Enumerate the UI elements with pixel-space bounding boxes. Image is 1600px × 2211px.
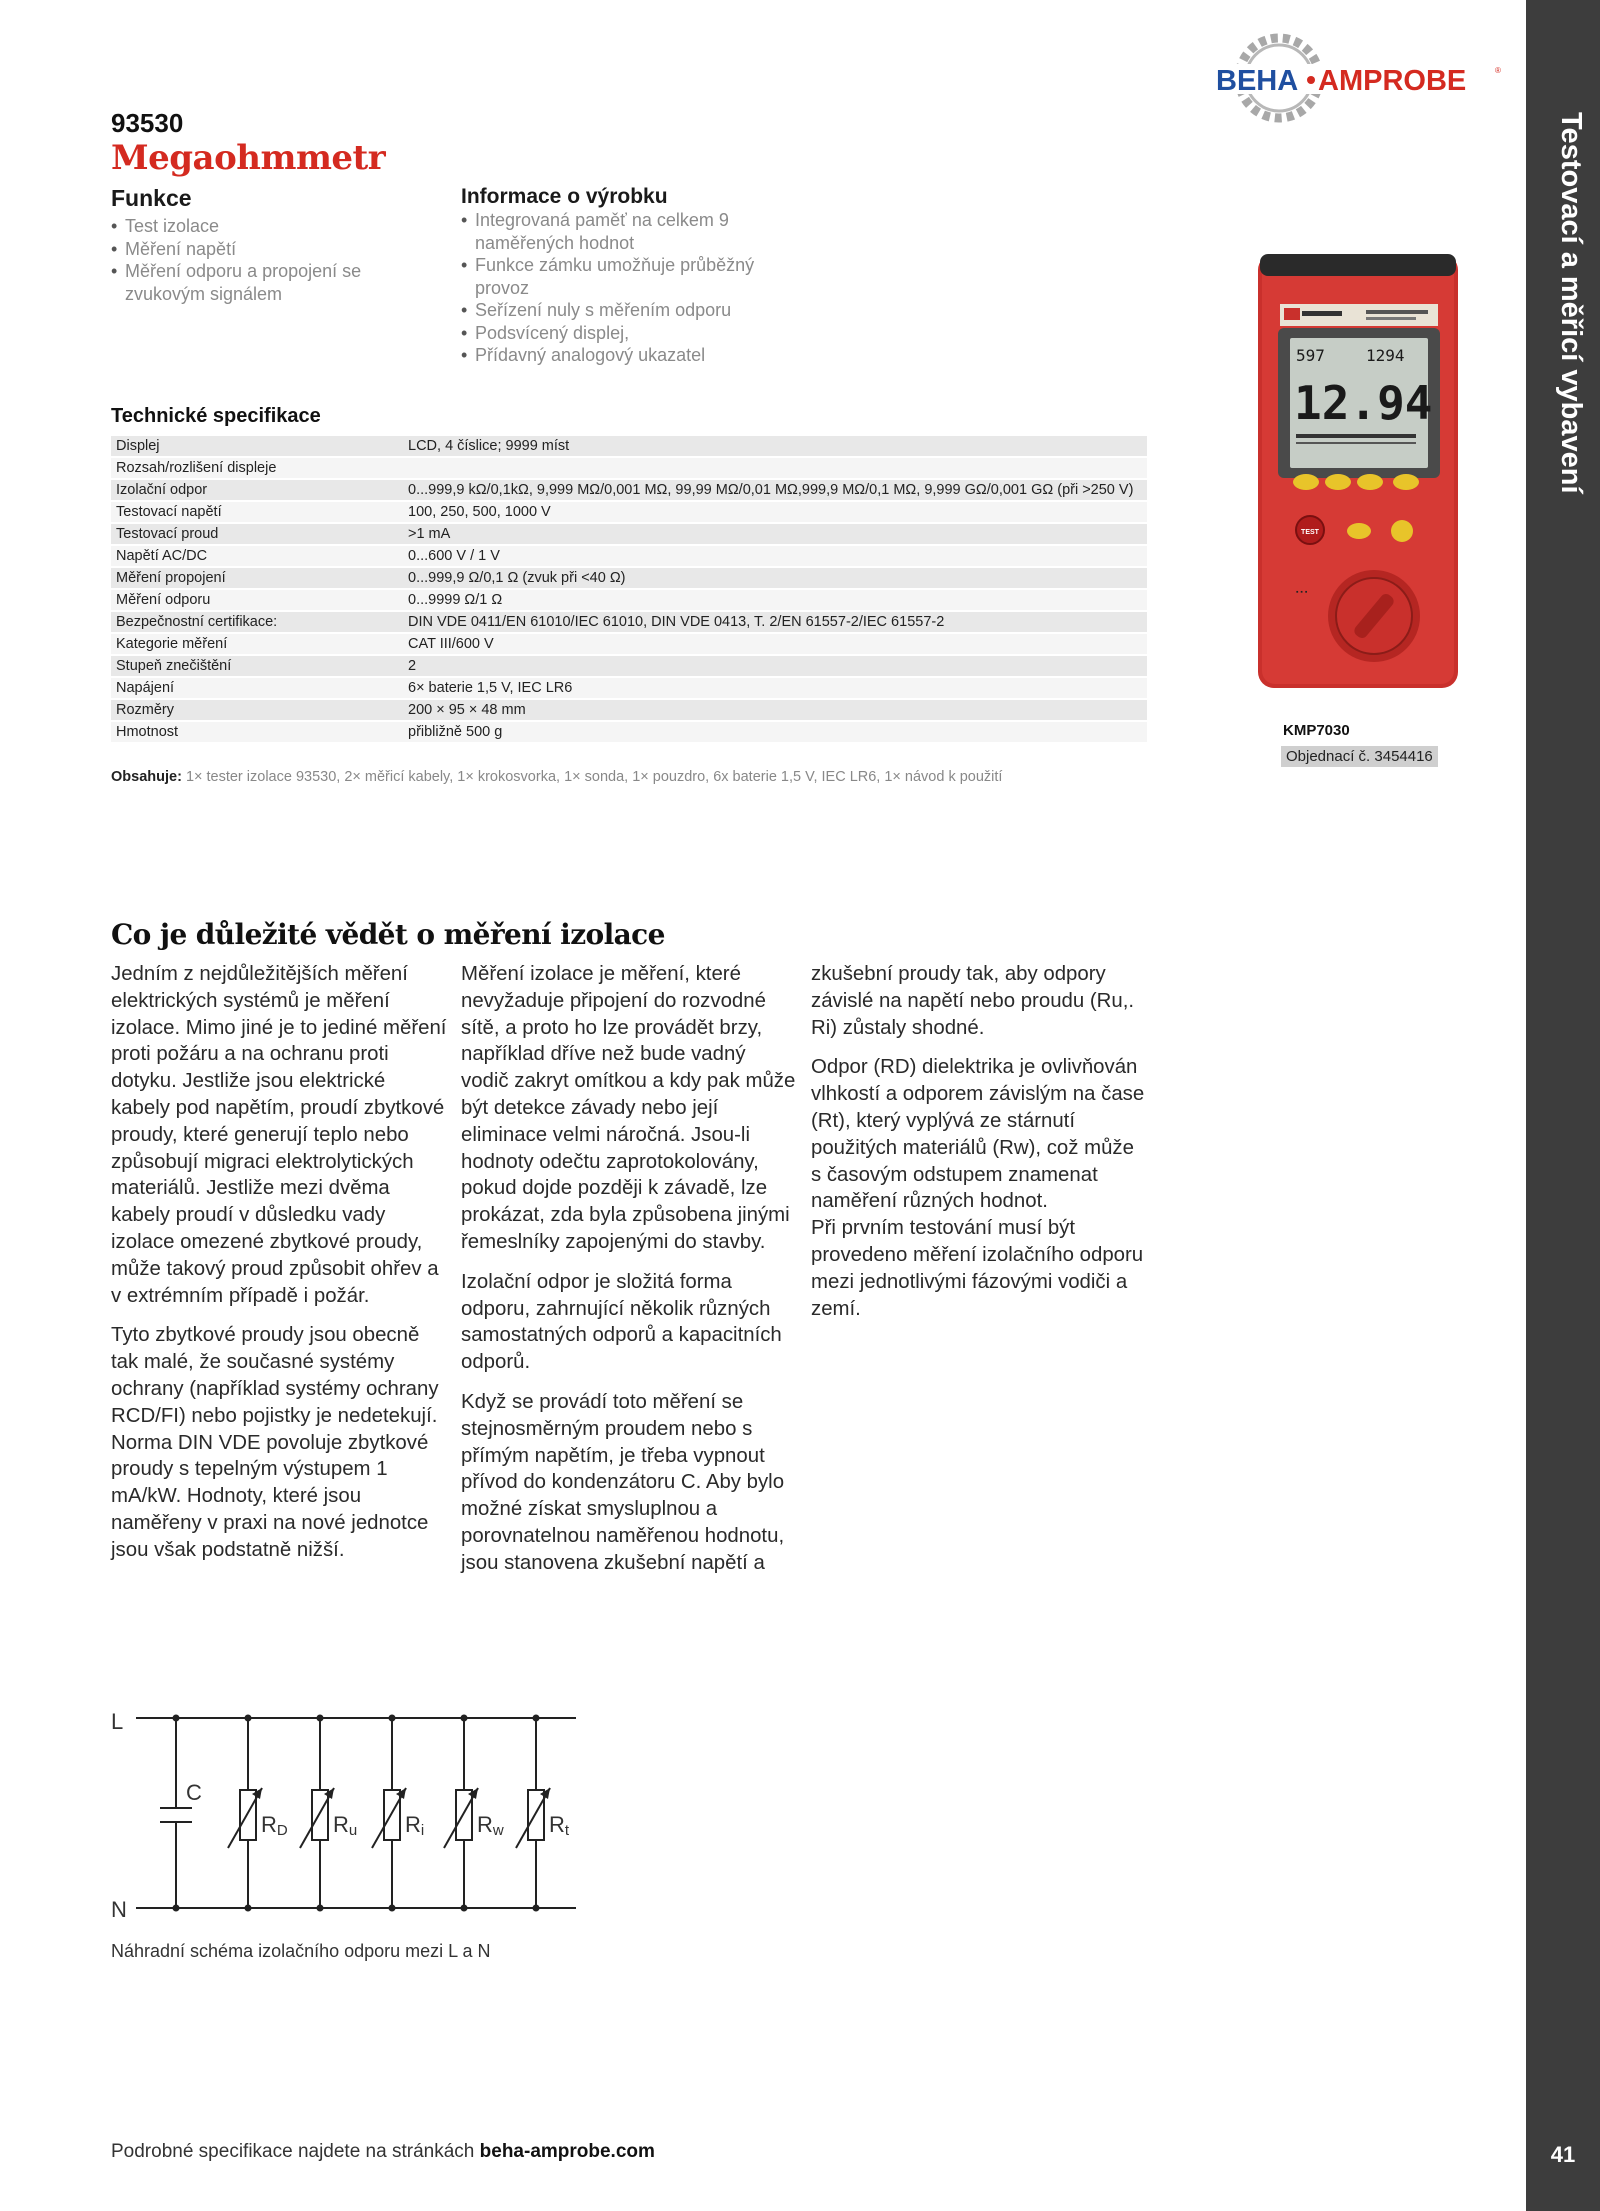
spec-value: CAT III/600 V: [403, 634, 1147, 654]
spec-label: Měření propojení: [111, 568, 403, 588]
spec-label: Stupeň znečištění: [111, 656, 403, 676]
package-contents: [111, 769, 1002, 785]
paragraph: zkušební proudy tak, aby odpory závislé na napětí nebo proudu (Ru,. Ri) zůstaly shodné.: [811, 963, 1135, 1039]
article-column-1: [111, 961, 447, 1577]
beha-amprobe-logo: [1214, 28, 1504, 128]
paragraph: Když se provádí toto měření se stejnosměrným proudem nebo s přímým napětím, je třeba vypnout přívod do kondenzátoru C. Aby bylo možné získat smysluplnou a porovnatelnou naměřenou hodnotu, jsou stanovena zkušební napětí a: [461, 1390, 785, 1574]
model-code: KMP7030: [1283, 722, 1350, 739]
spec-value: 200 × 95 × 48 mm: [403, 700, 1147, 720]
paragraph: Měření izolace je měření, které nevyžaduje připojení do rozvodné sítě, a proto ho lze provádět brzy, například dříve než bude vadný vodič zakryt omítkou a kdy pak může být detekce závady nebo její eliminace velmi náročná. Jsou-li hodnoty odečtu zaprotokolovány, pokud dojde později k závadě, lze prokázat, zda byla způsobena jinými řemeslníky zapojenými do stavby.: [461, 963, 796, 1253]
spec-value: 0...999,9 kΩ/0,1kΩ, 9,999 MΩ/0,001 MΩ, 99,99 MΩ/0,01 MΩ,999,9 MΩ/0,1 MΩ, 9,999 GΩ/0,001 GΩ (při >250 V): [403, 480, 1147, 500]
specs-title: Technické specifikace: [111, 405, 321, 427]
logo-text-right: AMPROBE: [1318, 65, 1467, 97]
table-row: [111, 568, 1147, 588]
spec-label: Testovací napětí: [111, 502, 403, 522]
paragraph: Izolační odpor je složitá forma odporu, zahrnující několik různých samostatných odporů a kapacitních odporů.: [461, 1270, 782, 1374]
table-row: [111, 436, 1147, 456]
functions-list: [111, 215, 401, 305]
table-row: [111, 590, 1147, 610]
spec-value: 6× baterie 1,5 V, IEC LR6: [403, 678, 1147, 698]
spec-value: 0...999,9 Ω/0,1 Ω (zvuk při <40 Ω): [403, 568, 1147, 588]
spec-label: Hmotnost: [111, 722, 403, 742]
spec-label: Měření odporu: [111, 590, 403, 610]
table-row: [111, 678, 1147, 698]
resistor-label: Rt: [549, 1812, 570, 1839]
resistor-label: Ri: [405, 1812, 425, 1839]
footer: [111, 2141, 655, 2163]
contents-label: Obsahuje:: [111, 769, 182, 785]
list-item: • Funkce zámku umožňuje průběžný provoz: [461, 254, 781, 299]
list-item: • Měření odporu a propojení se zvukovým signálem: [111, 260, 401, 305]
diagram-caption: Náhradní schéma izolačního odporu mezi L a N: [111, 1941, 491, 1961]
table-row: [111, 656, 1147, 676]
spec-label: Napětí AC/DC: [111, 546, 403, 566]
table-row: [111, 458, 1147, 478]
spec-label: Kategorie měření: [111, 634, 403, 654]
page-number: 41: [1550, 2142, 1576, 2167]
contents-text: 1× tester izolace 93530, 2× měřicí kabely, 1× krokosvorka, 1× sonda, 1× pouzdro, 6x baterie 1,5 V, IEC LR6, 1× návod k použití: [185, 769, 1003, 785]
paragraph: Odpor (RD) dielektrika je ovlivňován vlhkostí a odporem závislým na čase (Rt), který vyplývá ze stárnutí použitých materiálů (Rw), což může s časovým odstupem znamenat naměření různých hodnot.: [811, 1056, 1145, 1213]
article-column-2: [461, 961, 797, 1590]
resistor-label: Rw: [477, 1812, 504, 1839]
spec-label: Displej: [111, 436, 403, 456]
specs-table: [111, 434, 1147, 744]
table-row: [111, 612, 1147, 632]
spec-value: 100, 250, 500, 1000 V: [403, 502, 1147, 522]
label-L: L: [111, 1709, 124, 1734]
table-row: [111, 502, 1147, 522]
display-left: 597: [1296, 346, 1325, 365]
table-row: [111, 524, 1147, 544]
spec-value: 0...9999 Ω/1 Ω: [403, 590, 1147, 610]
spec-value: 2: [403, 656, 1147, 676]
label-N: N: [111, 1897, 127, 1920]
list-item: • Seřízení nuly s měřením odporu: [461, 299, 781, 322]
svg-text:®: ®: [1495, 66, 1501, 75]
table-row: [111, 480, 1147, 500]
spec-label: Izolační odpor: [111, 480, 403, 500]
table-row: [111, 700, 1147, 720]
spec-label: Rozměry: [111, 700, 403, 720]
display-main: 12.94: [1294, 376, 1433, 430]
resistor-Ru: [300, 1715, 357, 1912]
footer-link[interactable]: beha-amprobe.com: [479, 2141, 655, 2162]
info-list: [461, 209, 781, 367]
label-C: C: [186, 1780, 202, 1805]
spec-label: Testovací proud: [111, 524, 403, 544]
paragraph: Při prvním testování musí být provedeno měření izolačního odporu mezi jednotlivými fázovými vodiči a zemí.: [811, 1217, 1144, 1320]
spec-value: [403, 458, 1147, 478]
resistor-Ri: [372, 1715, 424, 1912]
product-name: Megaohmmetr: [111, 138, 386, 178]
spec-label: Napájení: [111, 678, 403, 698]
resistor-label: RD: [261, 1812, 288, 1839]
resistor-RD: [228, 1715, 288, 1912]
footer-text: Podrobné specifikace najdete na stránkách: [111, 2141, 480, 2162]
device-image: [1256, 254, 1460, 690]
spec-value: DIN VDE 0411/EN 61010/IEC 61010, DIN VDE 0413, T. 2/EN 61557-2/IEC 61557-2: [403, 612, 1147, 632]
resistor-label: Ru: [333, 1812, 358, 1839]
product-number: 93530: [111, 108, 184, 138]
list-item: • Přídavný analogový ukazatel: [461, 344, 781, 367]
info-title: Informace o výrobku: [461, 185, 668, 208]
functions-title: Funkce: [111, 185, 192, 211]
order-number: Objednací č. 3454416: [1281, 746, 1438, 767]
resistor-Rw: [444, 1715, 504, 1912]
spec-value: přibližně 500 g: [403, 722, 1147, 742]
spec-value: LCD, 4 číslice; 9999 míst: [403, 436, 1147, 456]
spec-value: >1 mA: [403, 524, 1147, 544]
article-title: Co je důležité vědět o měření izolace: [111, 918, 665, 951]
table-row: [111, 634, 1147, 654]
insulation-circuit-diagram: [108, 1700, 578, 1920]
article-column-3: [811, 961, 1147, 1335]
table-row: [111, 722, 1147, 742]
paragraph: Jedním z nejdůležitějších měření elektrických systémů je měření izolace. Mimo jiné je to jediné měření proti požáru a na ochranu proti dotyku. Jestliže jsou elektrické kabely pod napětím, proudí zbytkové proudy, které generují teplo nebo způsobují migraci elektrolytických materiálů. Jestliže mezi dvěma kabely proudí v důsledku vady izolace omezené zbytkové proudy, může takový proud způsobit ohřev a v extrémním případě i požár.: [111, 963, 447, 1307]
resistor-group: [228, 1715, 570, 1912]
logo-text-left: BEHA: [1216, 65, 1299, 97]
display-right: 1294: [1366, 346, 1405, 365]
svg-text:▪ ▪ ▪: ▪ ▪ ▪: [1296, 589, 1308, 596]
spec-label: Bezpečnostní certifikace:: [111, 612, 403, 632]
list-item: • Integrovaná paměť na celkem 9 naměřených hodnot: [461, 209, 781, 254]
list-item: • Podsvícený displej,: [461, 322, 781, 345]
list-item: • Měření napětí: [111, 238, 401, 261]
resistor-Rt: [516, 1715, 570, 1912]
spec-label: Rozsah/rozlišení displeje: [111, 458, 403, 478]
list-item: • Test izolace: [111, 215, 401, 238]
table-row: [111, 546, 1147, 566]
sidebar-title: Testovací a měřicí vybavení: [1555, 112, 1587, 494]
test-button-label: TEST: [1301, 529, 1319, 536]
spec-value: 0...600 V / 1 V: [403, 546, 1147, 566]
paragraph: Tyto zbytkové proudy jsou obecně tak malé, že současné systémy ochrany (například systémy ochrany RCD/FI) nebo pojistky je nedetekují. Norma DIN VDE povoluje zbytkové proudy s tepelným výstupem 1 mA/kW. Hodnoty, které jsou naměřeny v praxi na nové jednotce jsou však podstatně nižší.: [111, 1324, 439, 1561]
